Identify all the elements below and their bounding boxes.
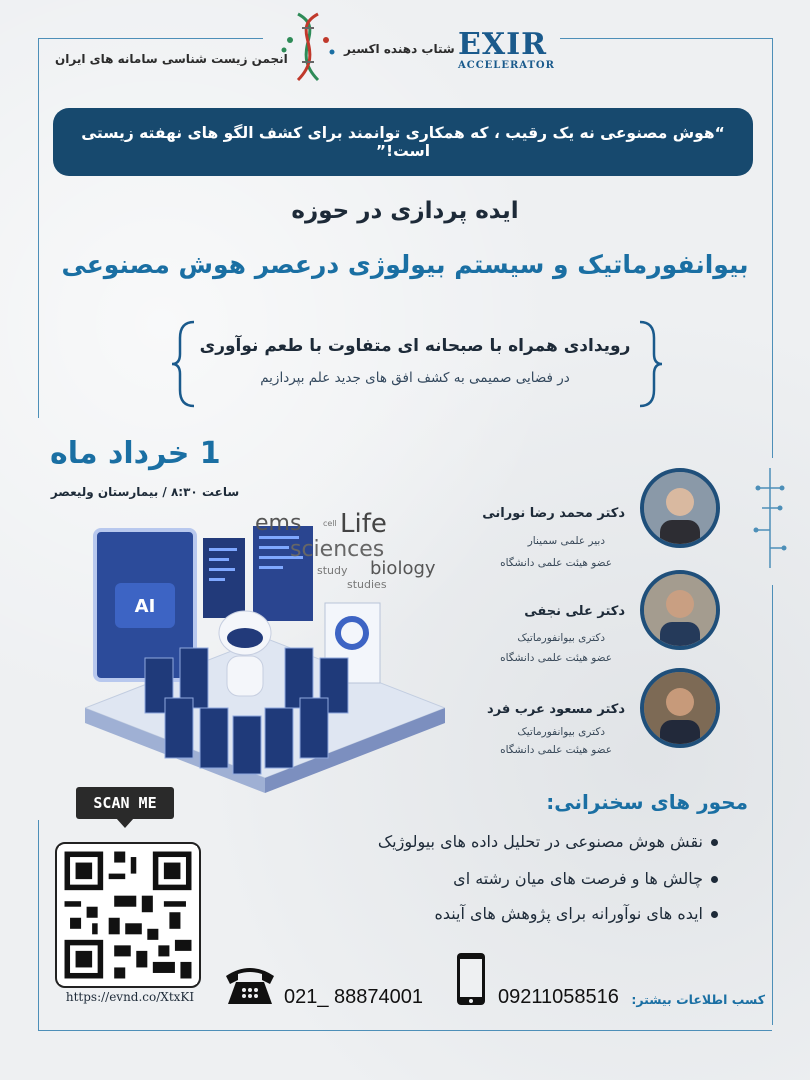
left-brace-icon — [168, 318, 198, 410]
frame-top-right — [560, 38, 772, 39]
speaker-3-photo — [640, 668, 720, 748]
speaker-1-photo — [640, 468, 720, 548]
topics-heading: محور های سخنرانی: — [546, 790, 748, 814]
exir-logo-sub: ACCELERATOR — [458, 60, 555, 71]
circuit-decoration-icon — [752, 468, 788, 568]
bullet-icon — [711, 911, 718, 918]
speaker-2-role2: عضو هیئت علمی دانشگاه — [500, 652, 612, 664]
landline-number[interactable]: 021_ 88874001 — [284, 986, 424, 1008]
speaker-1-role1: دبیر علمی سمینار — [527, 535, 605, 547]
exir-logo — [458, 27, 558, 71]
scan-me-pointer-icon — [116, 818, 134, 828]
exir-logo-main: EXIR — [458, 27, 548, 62]
word-cloud-life: Life — [340, 509, 387, 539]
event-date: 1 خرداد ماه — [50, 436, 221, 471]
title-line1: ایده پردازی در حوزه — [291, 198, 519, 224]
frame-left — [38, 38, 39, 418]
telephone-icon — [222, 962, 278, 1008]
topic-item-2 — [453, 869, 718, 888]
frame-left-lower — [38, 820, 39, 1030]
frame-bottom — [38, 1030, 772, 1031]
title-line2: بیوانفورماتیک و سیستم بیولوژی درعصر هوش مصنوعی — [61, 250, 749, 279]
scan-me-label: SCAN ME — [76, 787, 174, 819]
topic-item-1 — [378, 832, 718, 851]
word-cloud-study: study — [317, 564, 348, 577]
frame-right — [772, 38, 773, 458]
more-info-label: کسب اطلاعات بیشتر: — [631, 992, 765, 1007]
society-name: انجمن زیست شناسی سامانه های ایران — [55, 52, 288, 66]
speaker-2-photo — [640, 570, 720, 650]
speaker-3-role1: دکتری بیوانفورماتیک — [517, 726, 605, 738]
word-cloud-biology: biology — [370, 558, 436, 579]
frame-top-left — [38, 38, 263, 39]
word-cloud-ems: ems — [255, 511, 302, 536]
mobile-number[interactable]: 09211058516 — [498, 986, 619, 1008]
frame-right-lower — [772, 585, 773, 1025]
subtitle-line1: رویدادی همراه با صبحانه ای متفاوت با طعم نوآوری — [199, 336, 631, 356]
right-brace-icon — [636, 318, 666, 410]
qr-code[interactable] — [55, 842, 201, 988]
topic-item-2-text: چالش ها و فرصت های میان رشته ای — [453, 869, 703, 888]
speaker-1-role2: عضو هیئت علمی دانشگاه — [500, 557, 612, 569]
topic-item-1-text: نقش هوش مصنوعی در تحلیل داده های بیولوژیک — [377, 832, 703, 851]
word-cloud-studies: studies — [347, 578, 387, 591]
bullet-icon — [711, 876, 718, 883]
society-dna-logo — [278, 10, 338, 84]
accelerator-label: شتاب دهنده اکسیر — [344, 42, 455, 56]
speaker-3-name: دکتر مسعود عرب فرد — [487, 702, 625, 717]
word-cloud-cell: cell — [323, 519, 337, 528]
speaker-1-name: دکتر محمد رضا نورانی — [482, 506, 625, 521]
event-url[interactable]: https://evnd.co/XtxKI — [65, 990, 195, 1004]
speaker-2-role1: دکتری بیوانفورماتیک — [517, 632, 605, 644]
bullet-icon — [711, 839, 718, 846]
topic-item-3-text: ایده های نوآورانه برای پژوهش های آینده — [434, 904, 703, 923]
topic-item-3 — [434, 904, 718, 923]
quote-banner: “هوش مصنوعی نه یک رقیب ، که همکاری توانمند برای کشف الگو های نهفته زیستی است!” — [53, 108, 753, 176]
speaker-2-name: دکتر علی نجفی — [524, 604, 625, 619]
subtitle-line2: در فضایی صمیمی به کشف افق های جدید علم بپردازیم — [260, 370, 570, 386]
speaker-3-role2: عضو هیئت علمی دانشگاه — [500, 744, 612, 756]
mobile-phone-icon — [455, 951, 487, 1007]
ai-server-illustration — [85, 508, 445, 808]
event-time-location: ساعت ۸:۳۰ / بیمارستان ولیعصر — [50, 485, 240, 499]
ai-chip-label: AI — [134, 596, 156, 617]
word-cloud-sciences: sciences — [290, 537, 385, 562]
